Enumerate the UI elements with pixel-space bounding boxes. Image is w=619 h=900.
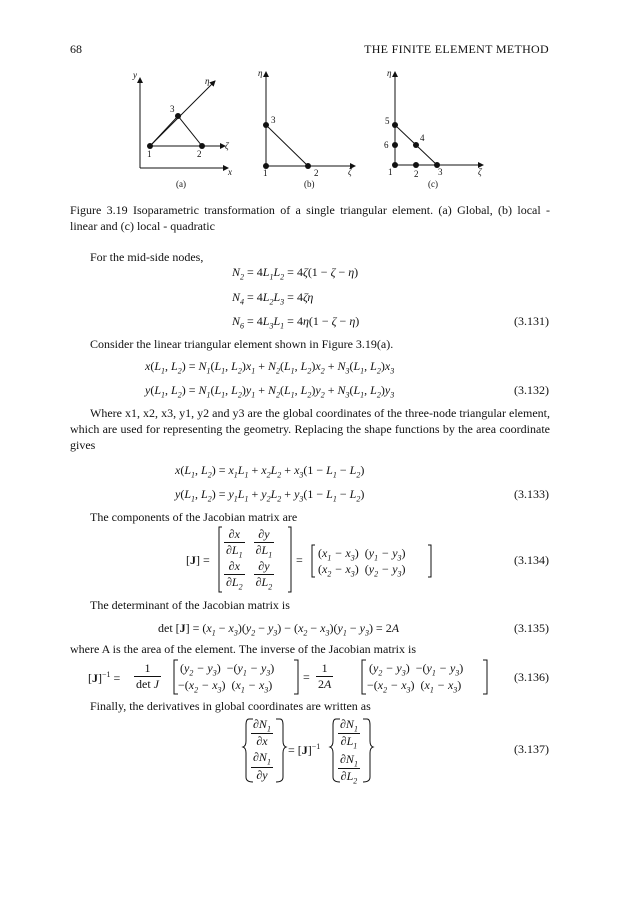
inverse-fraction-2: $\frac{1}{2A}$: [318, 661, 332, 691]
a-node2-label: 2: [197, 149, 202, 159]
equation-number-3-134: (3.134): [514, 553, 549, 567]
paragraph-jacobian: The components of the Jacobian matrix are: [90, 510, 298, 524]
c-node1-label: 1: [388, 167, 393, 177]
a-x-label: x: [228, 167, 232, 177]
c-node3-label: 3: [438, 167, 443, 177]
equation-n2: $N_2 = 4L_1L_2 = 4\zeta(1 - \zeta - \eta)$: [232, 265, 359, 282]
a-node1-label: 1: [147, 149, 152, 159]
panel-c: [395, 72, 483, 165]
equation-number-3-133: (3.133): [514, 487, 549, 501]
c-node4-label: 4: [420, 133, 425, 143]
paragraph-area: where A is the area of the element. The inverse of the Jacobian matrix is: [70, 642, 416, 656]
local-derivative-vector: $\partial N_1$ $\partial L_1$ $\partial N_1$ $\partial L_2$: [340, 717, 358, 786]
c-panel-label: (c): [428, 179, 438, 189]
inverse-row2b: $-(x_2 - x_3) (x_1 - x_3)$: [367, 678, 462, 695]
b-node1-label: 1: [263, 168, 268, 178]
figure-caption: Figure 3.19 Isoparametric transformation of a single triangular element. (a) Global, (b) local - linear and (c) local - quadratic: [70, 203, 550, 233]
a-xi-label: ζ: [225, 141, 229, 151]
jacobian-label: [J] =: [186, 553, 210, 567]
inverse-equals: =: [303, 670, 310, 684]
paragraph-where: Where x1, x2, x3, y1, y2 and y3 are the global coordinates of the three-node triangular element, which are used for representing the geometry. Replacing the shape functions by the area coordinate gives: [70, 406, 550, 452]
b-node2-label: 2: [314, 168, 319, 178]
figure-3-19: [0, 0, 619, 200]
c-node5-label: 5: [385, 116, 390, 126]
node-c6: [392, 142, 398, 148]
equation-x-area: $x(L_1$, $L_2) = x_1L_1 + x_2L_2 + x_3(1 - L_1 - L_2)$: [175, 463, 365, 480]
b-panel-label: (b): [304, 179, 315, 189]
inverse-row2: $-(x_2 - x_3) (x_1 - x_3)$: [178, 678, 273, 695]
equation-y-shape: $y(L_1$, $L_2) = N_1(L_1$, $L_2)y_1 + N_2(L_1$, $L_2)y_2 + N_3(L_1$, $L_2)y_3$: [145, 383, 395, 400]
paragraph-midside: For the mid-side nodes,: [90, 250, 204, 264]
equation-number-3-137: (3.137): [514, 742, 549, 756]
b-eta-label: η: [258, 68, 263, 78]
node-c5: [392, 122, 398, 128]
node-b2: [305, 163, 311, 169]
equation-n6: $N_6 = 4L_3L_1 = 4\eta(1 - \zeta - \eta)$: [232, 314, 360, 331]
equation-y-area: $y(L_1$, $L_2) = y_1L_1 + y_2L_2 + y_3(1 - L_1 - L_2)$: [175, 487, 365, 504]
panel-a: [140, 78, 228, 168]
running-title: THE FINITE ELEMENT METHOD: [364, 42, 549, 56]
equation-number-3-131: (3.131): [514, 314, 549, 328]
c-node2-label: 2: [414, 169, 419, 179]
paragraph-final: Finally, the derivatives in global coordinates are written as: [90, 699, 371, 713]
a-panel-label: (a): [176, 179, 186, 189]
global-derivative-vector: $\partial N_1$ ∂x $\partial N_1$ ∂y: [253, 717, 271, 782]
paragraph-linear: Consider the linear triangular element shown in Figure 3.19(a).: [90, 337, 394, 351]
jacobian-coord-row1: $(x_1 - x_3) (y_1 - y_3)$: [318, 546, 406, 563]
b-node3-label: 3: [271, 115, 276, 125]
node-c2: [413, 162, 419, 168]
derivative-equals: = $[J]^{-1}$: [288, 742, 321, 757]
b-xi-label: ζ: [348, 167, 352, 177]
equation-determinant: $\det [J] = (x_1 - x_3)(y_2 - y_3) - (x_2 - x_3)(y_1 - y_3) = 2A$: [158, 621, 400, 638]
inverse-label: $[J]^{-1}$ =: [88, 670, 121, 685]
jacobian-row1: $\frac{\partial x}{\partial L_1}$ $\frac{\partial y}{\partial L_1}$: [226, 527, 273, 560]
a-eta-label: η: [205, 76, 210, 86]
node-a3: [175, 113, 181, 119]
jacobian-row2: $\frac{\partial x}{\partial L_2}$ $\frac{\partial y}{\partial L_2}$: [226, 559, 273, 592]
inverse-row1b: $(y_2 - y_3) -(y_1 - y_3)$: [369, 661, 464, 678]
equation-number-3-132: (3.132): [514, 383, 549, 397]
equation-x-shape: $x(L_1$, $L_2) = N_1(L_1$, $L_2)x_1 + N_2(L_1$, $L_2)x_2 + N_3(L_1$, $L_2)x_3$: [145, 359, 395, 376]
inverse-row1: $(y_2 - y_3) -(y_1 - y_3)$: [180, 661, 275, 678]
a-y-label: y: [133, 70, 137, 80]
a-node3-label: 3: [170, 104, 175, 114]
page-number: 68: [70, 42, 82, 56]
node-c4: [413, 142, 419, 148]
equation-n4: $N_4 = 4L_2L_3 = 4\zeta\eta$: [232, 290, 314, 307]
jacobian-equals: =: [296, 553, 303, 567]
paragraph-det: The determinant of the Jacobian matrix is: [90, 598, 290, 612]
c-xi-label: ζ: [478, 167, 482, 177]
node-c1: [392, 162, 398, 168]
node-b3: [263, 122, 269, 128]
equation-number-3-135: (3.135): [514, 621, 549, 635]
jacobian-coord-row2: $(x_2 - x_3) (y_2 - y_3)$: [318, 562, 406, 579]
c-eta-label: η: [387, 68, 392, 78]
equation-number-3-136: (3.136): [514, 670, 549, 684]
inverse-fraction-1: $\frac{1}{\text{det J}}$: [136, 661, 159, 691]
panel-b: [266, 72, 355, 166]
c-node6-label: 6: [384, 140, 389, 150]
